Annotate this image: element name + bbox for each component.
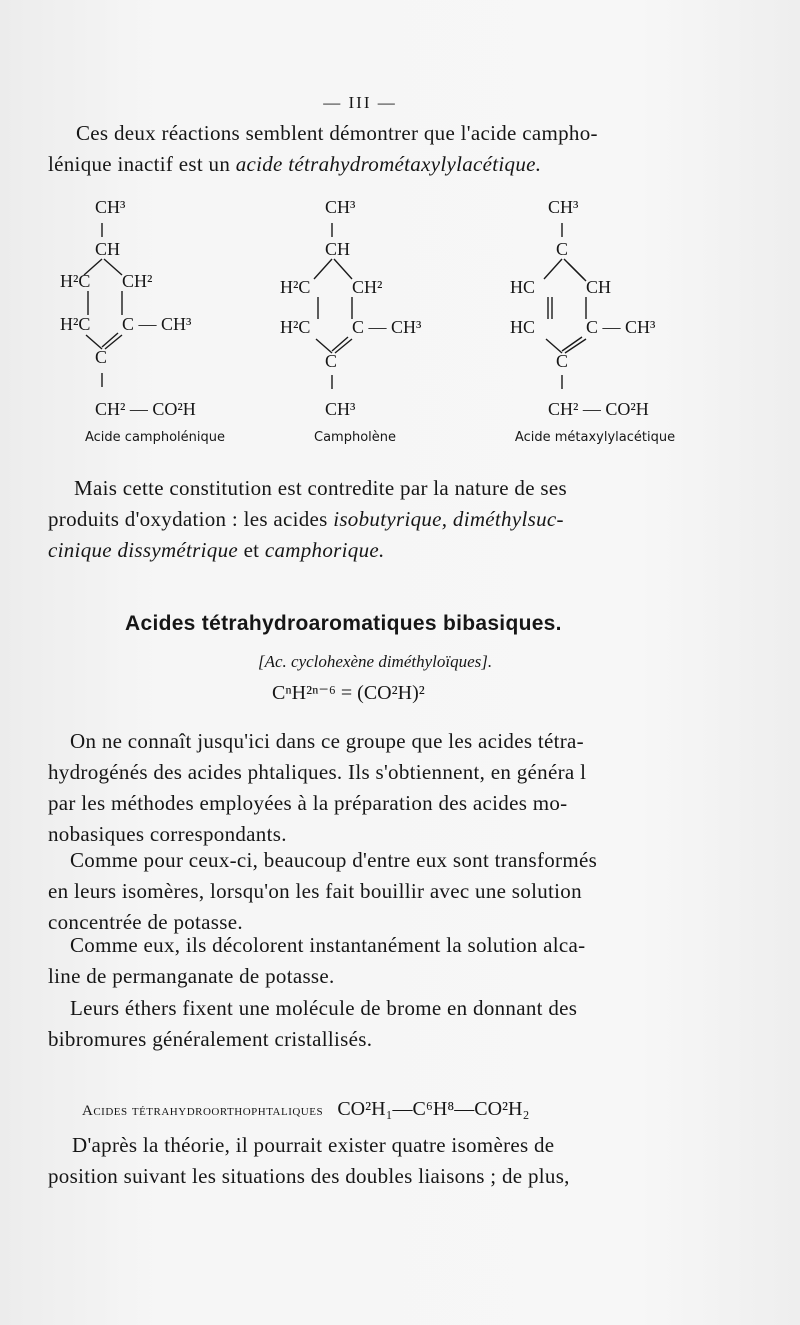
paragraph-2 bbox=[48, 473, 688, 566]
text-line bbox=[48, 149, 688, 180]
text-line: par les méthodes employées à la préparation des acides mo- bbox=[48, 791, 568, 815]
text-line: position suivant les situations des doubles liaisons ; de plus, bbox=[48, 1164, 570, 1188]
text-line: bibromures généralement cristallisés. bbox=[48, 1027, 373, 1051]
atom-right-down: C — CH³ bbox=[586, 317, 656, 337]
paragraph-7 bbox=[48, 1130, 688, 1192]
caption-campholenic-acid: Acide campholénique bbox=[85, 430, 225, 445]
atom-c1: C bbox=[556, 239, 569, 259]
atom-top: CH³ bbox=[95, 197, 126, 217]
atom-c1: CH bbox=[95, 239, 121, 259]
text-line: Leurs éthers fixent une molécule de brome en donnant des bbox=[70, 996, 578, 1020]
atom-right-up: CH² bbox=[352, 277, 383, 297]
text-line: D'après la théorie, il pourrait exister quatre isomères de bbox=[72, 1133, 555, 1157]
atom-c1: CH bbox=[325, 239, 351, 259]
section-heading: Acides tétrahydroaromatiques bibasiques. bbox=[125, 612, 562, 635]
atom-top: CH³ bbox=[548, 197, 579, 217]
text-line: Comme eux, ils décolorent instantanément la solution alca- bbox=[70, 933, 586, 957]
text-line: On ne connaît jusqu'ici dans ce groupe que les acides tétra- bbox=[70, 729, 584, 753]
text-line: nobasiques correspondants. bbox=[48, 822, 287, 846]
text-run: produits d'oxydation : les acides bbox=[48, 507, 334, 531]
atom-left-down: H²C bbox=[280, 317, 311, 337]
section-subtitle: [Ac. cyclohexène diméthyloïques]. bbox=[258, 652, 493, 671]
atom-right-up: CH bbox=[586, 277, 612, 297]
subsection-title: Acides tétrahydroorthophtaliques bbox=[82, 1103, 324, 1119]
structure-campholenic-acid bbox=[60, 195, 260, 425]
text-line: hydrogénés des acides phtaliques. Ils s'obtiennent, en généra l bbox=[48, 760, 587, 784]
paragraph-6 bbox=[48, 993, 688, 1055]
structure-metaxylylacetic-acid bbox=[510, 195, 710, 425]
atom-left-down: HC bbox=[510, 317, 536, 337]
text-line: line de permanganate de potasse. bbox=[48, 964, 335, 988]
italic-text: isobutyrique, diméthylsuc- bbox=[333, 507, 564, 531]
paragraph-5 bbox=[48, 930, 688, 992]
atom-right-down: C — CH³ bbox=[352, 317, 422, 337]
section-formula: CⁿH²ⁿ⁻⁶ = (CO²H)² bbox=[272, 682, 425, 704]
text-line: Mais cette constitution est contredite par la nature de ses bbox=[74, 476, 567, 500]
atom-left-down: H²C bbox=[60, 314, 91, 334]
atom-bottom: CH² — CO²H bbox=[548, 399, 649, 419]
text-line: en leurs isomères, lorsqu'on les fait bouillir avec une solution bbox=[48, 879, 582, 903]
atom-right-down: C — CH³ bbox=[122, 314, 192, 334]
text-run: et bbox=[238, 538, 265, 562]
paragraph-4 bbox=[48, 845, 688, 938]
atom-bottom: CH³ bbox=[325, 399, 356, 419]
subsection-formula: CO²H₁—C⁶H⁸—CO²H₂ bbox=[337, 1098, 530, 1120]
caption-metaxylylacetic-acid: Acide métaxylylacétique bbox=[514, 430, 676, 445]
text-run: lénique inactif est un bbox=[48, 152, 236, 176]
atom-left-up: H²C bbox=[280, 277, 311, 297]
intro-paragraph bbox=[48, 118, 688, 180]
atom-bottom: CH² — CO²H bbox=[95, 399, 196, 419]
atom-right-up: CH² bbox=[122, 271, 153, 291]
atom-c4: C bbox=[556, 351, 569, 371]
subsection-heading bbox=[82, 1098, 529, 1121]
text-line bbox=[48, 504, 688, 535]
italic-text: cinique dissymétrique bbox=[48, 538, 239, 562]
text-line: concentrée de potasse. bbox=[48, 910, 243, 934]
atom-left-up: HC bbox=[510, 277, 536, 297]
page-number: — III — bbox=[323, 93, 397, 112]
caption-campholene: Campholène bbox=[314, 430, 396, 445]
atom-top: CH³ bbox=[325, 197, 356, 217]
text-line: Comme pour ceux-ci, beaucoup d'entre eux sont transformés bbox=[70, 848, 598, 872]
structure-campholene bbox=[280, 195, 480, 425]
text-line bbox=[48, 535, 688, 566]
paragraph-3 bbox=[48, 726, 688, 850]
text-line: Ces deux réactions semblent démontrer que l'acide campho- bbox=[76, 121, 598, 145]
atom-left-up: H²C bbox=[60, 271, 91, 291]
atom-c4: C bbox=[95, 347, 108, 367]
italic-text: acide tétrahydrométaxylylacétique. bbox=[235, 152, 542, 176]
italic-text: camphorique. bbox=[264, 538, 385, 562]
atom-c4: C bbox=[325, 351, 338, 371]
